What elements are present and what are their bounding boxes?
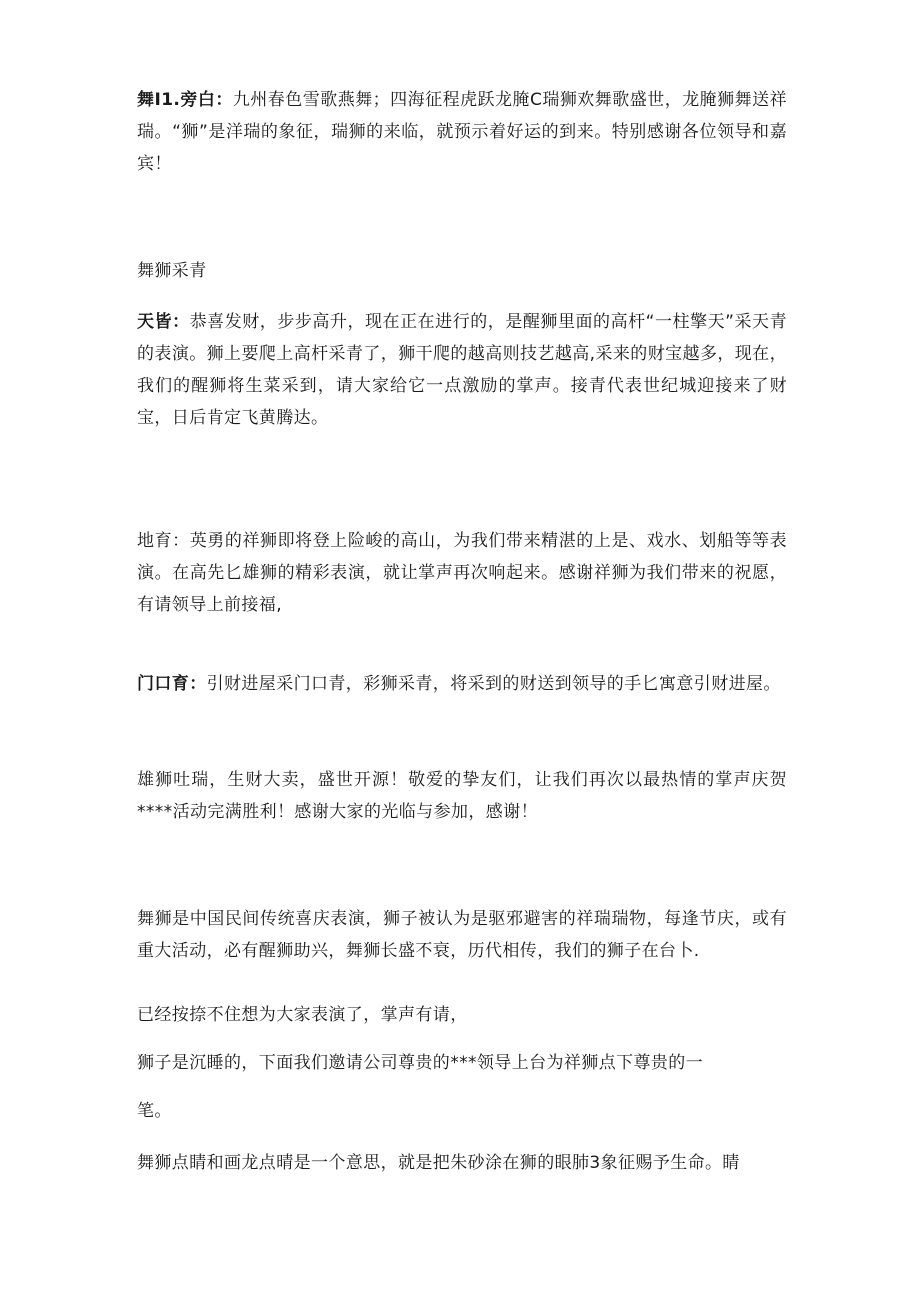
paragraph-text: 地育：英勇的祥狮即将登上险峻的高山，为我们带来精湛的上是、戏水、划船等等表演。在高先匕雄狮的精彩表演，就让掌声再次响起来。感谢祥狮为我们带来的祝愿，有请领导上前接福, (137, 531, 787, 615)
paragraph-text: 舞狮是中国民间传统喜庆表演，狮子被认为是驱邪避害的祥瑞瑞物，每逢节庆，或有重大活动，必有醒狮助兴，舞狮长盛不衰，历代相传，我们的狮子在台卜. (137, 909, 787, 961)
paragraph-text: 狮子是沉睡的，下面我们邀请公司尊贵的***领导上台为祥狮点下尊贵的一 (137, 1053, 704, 1073)
speaker-label-menkouqing: 门口育： (137, 674, 207, 694)
section-heading-text: 舞狮采青 (137, 261, 207, 281)
paragraph-text: 引财进屋采门口青，彩狮采青，将采到的财送到领导的手匕寓意引财进屋。 (206, 674, 781, 694)
paragraph-intro-lion-dance (137, 903, 787, 967)
paragraph-text: 恭喜发财，步步高升，现在正在进行的，是醒狮里面的高杆“一柱擎天”采天青的表演。狮上要爬上高杆采青了，狮干爬的越高则技艺越高,采来的财宝越多，现在，我们的醒狮将生菜采到，请大家给它一点激励的掌声。接青代表世纪城迎接来了财宝，日后肯定飞黄腾达。 (137, 312, 787, 428)
paragraph-line (137, 1095, 787, 1127)
paragraph-tianqing (137, 306, 787, 434)
speaker-label-tianqing: 天皆： (137, 312, 190, 332)
paragraph-line (137, 999, 787, 1031)
speaker-label-narration: 舞I1.旁白： (137, 90, 233, 110)
paragraph-narration (137, 84, 787, 180)
paragraph-line (137, 1047, 787, 1079)
paragraph-text: 舞狮点睛和画龙点晴是一个意思，就是把朱砂涂在狮的眼肺3象征赐予生命。睛 (137, 1153, 740, 1173)
paragraph-text: 雄狮吐瑞，生财大卖，盛世开源！敬爱的挚友们，让我们再次以最热情的掌声庆贺****活动完满胜利！感谢大家的光临与参加，感谢！ (137, 770, 787, 822)
paragraph-diqing (137, 525, 787, 621)
paragraph-closing (137, 764, 787, 828)
paragraph-text: 笔。 (137, 1101, 172, 1121)
paragraph-menkouqing (137, 668, 787, 700)
paragraph-dotting-eyes (137, 1147, 787, 1179)
paragraph-text: 九州春色雪歌燕舞；四海征程虎跃龙腌C瑞狮欢舞歌盛世，龙腌狮舞送祥瑞。“狮”是洋瑞的象征，瑞狮的来临，就预示着好运的到来。特别感谢各位领导和嘉宾！ (137, 90, 787, 174)
section-heading-caiqing (137, 255, 787, 287)
paragraph-text: 已经按捺不住想为大家表演了，掌声有请， (137, 1005, 468, 1025)
